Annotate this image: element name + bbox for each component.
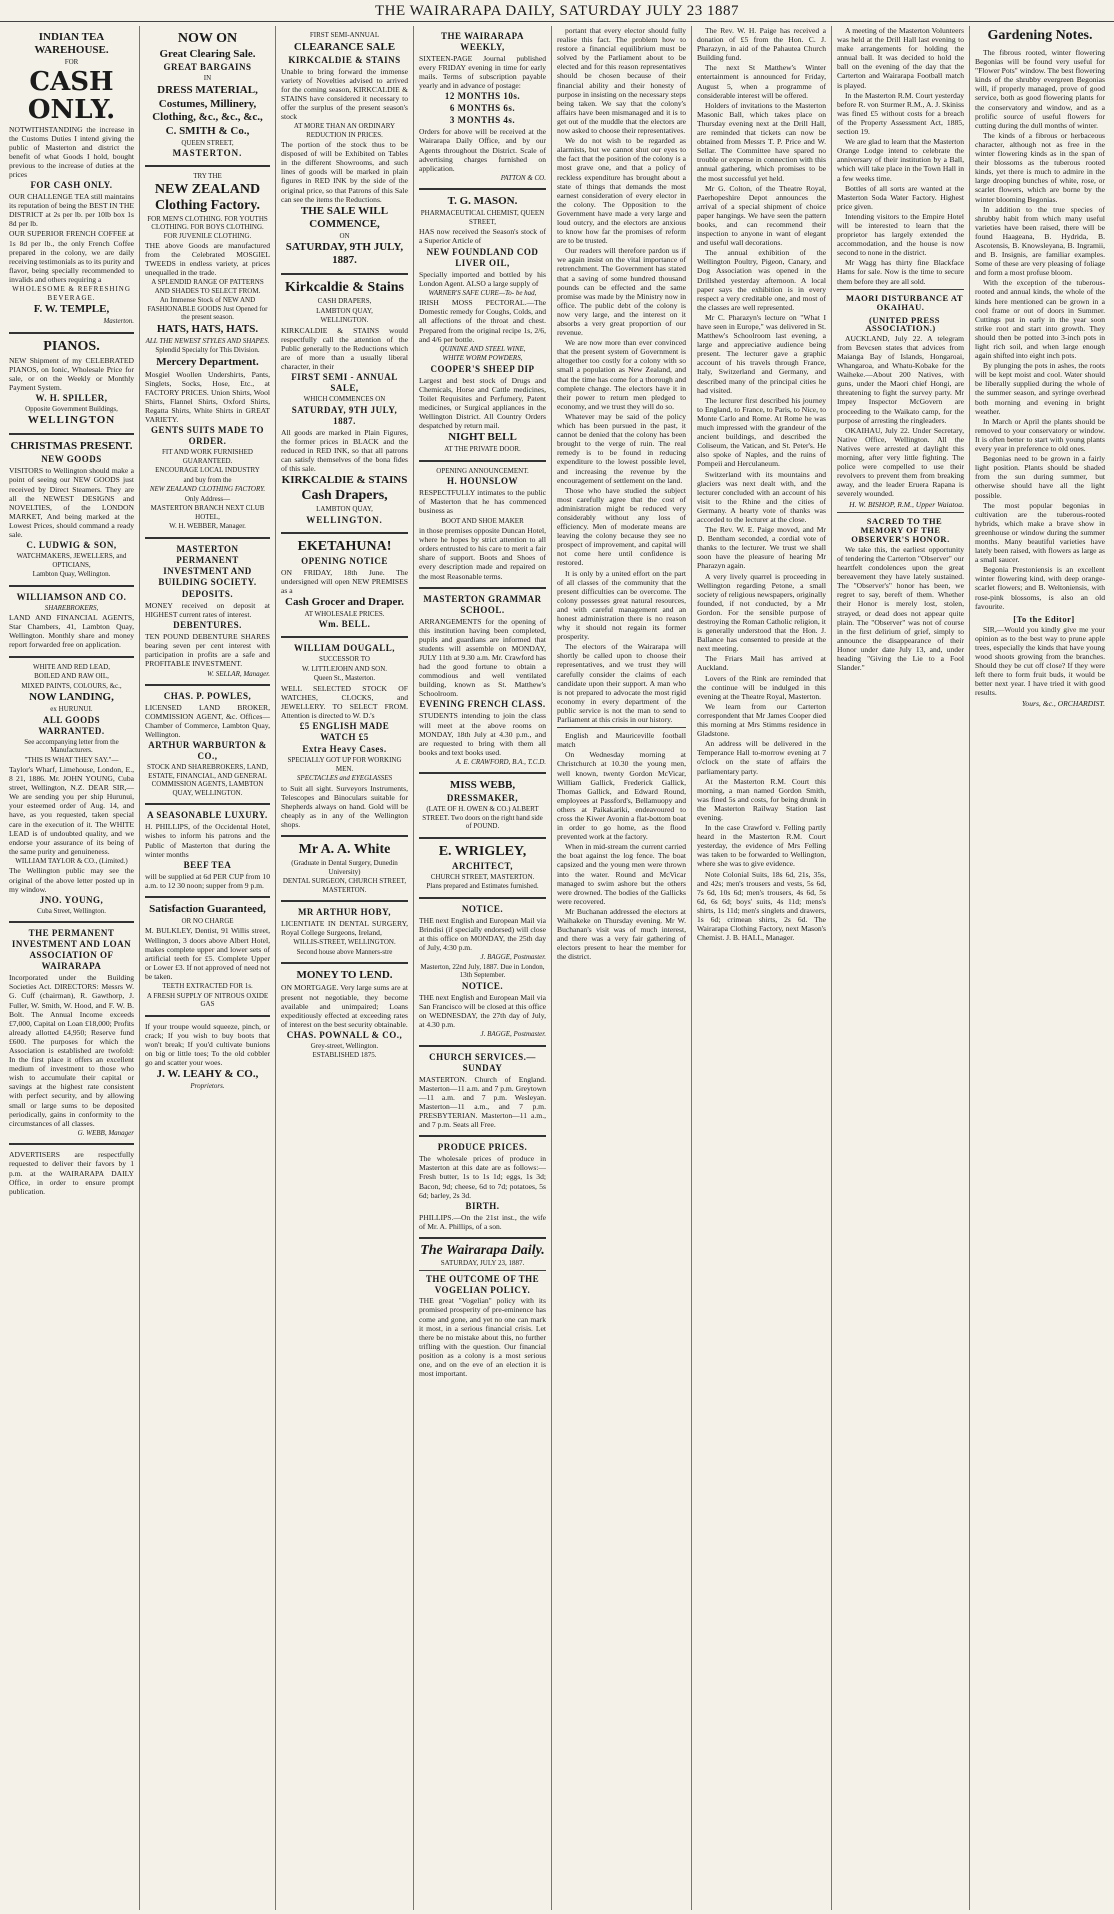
article-paragraph: When in mid-stream the current carried the boat against the log fence. The boat capsized and the young men were thrown into the water. Round and McVicar managed to swim ashore but the others were drowned. The bodies of the Gallicks were recovered. bbox=[557, 842, 686, 906]
young-signer: JNO. YOUNG, bbox=[39, 894, 104, 905]
mason-oil: NEW FOUNDLAND COD LIVER OIL, bbox=[426, 246, 539, 268]
dentist-ad bbox=[145, 898, 270, 1017]
powles-title: CHAS. P. POWLES, bbox=[163, 691, 252, 701]
clearance-text-2: The portion of the stock thus to be disposed of will be Exhibited on Tables in the different Showrooms, and such lines of goods will be marked in plain figures in RED INK by the side of the original price, so that Patrons of this Sale can see the items the Reductions. bbox=[281, 140, 408, 204]
young-address: Cuba Street, Wellington. bbox=[37, 906, 106, 915]
webb-ad bbox=[419, 774, 546, 839]
nz-stock: An Immense Stock of NEW AND FASHIONABLE GOODS Just Opened for the present season. bbox=[147, 296, 268, 322]
mason-ad bbox=[419, 190, 546, 461]
paper-title: The Wairarapa Daily. bbox=[420, 1242, 545, 1258]
weekly-sign: PATTON & CO. bbox=[500, 173, 546, 182]
firm-sub: CASH DRAPERS, bbox=[317, 297, 372, 306]
gents-buy: and buy from the bbox=[183, 475, 232, 484]
firm-title: Kirkcaldie & Stains bbox=[284, 280, 404, 296]
article-paragraph: On Wednesday morning at Christchurch at 10.30 the young men, well known, twenty Gordon McVicar, William Gallick, Frederick Gallick, Thomas Gallick, and Edward Round, employees at Passford's, Bellamuopy and others at Paikakariki, endeavoured to cross the Kiwer Avonin a flat-bottom boat in order to go home, as the flood prevented work at the factory. bbox=[557, 750, 686, 842]
pianos-place: WELLINGTON bbox=[27, 414, 116, 427]
gardening-paragraph: Begonia Prestoniensis is an excellent winter flowering kind, with deep orange-scarlet flowers; and B. Weltoniensis, with rose-pink blossoms, is also an old favourite. bbox=[975, 565, 1105, 611]
news-item: The lecturer first described his journey to England, to France, to Paris, to Nice, to Monte Carlo and Rome. At Rome he was much impressed with the grandeur of the ancient buildings, and described the Coliseum, the Vatican, and St. Peter's. He also spoke of Naples, and the ruins of Pompeii and Herculaneum. bbox=[697, 395, 826, 469]
night-sub: AT THE PRIVATE DOOR. bbox=[444, 445, 521, 454]
loan-sign: G. WEBB, Manager bbox=[77, 1128, 134, 1137]
sale-signer: C. SMITH & Co., bbox=[165, 124, 250, 137]
column-5 bbox=[552, 26, 692, 1910]
nz-text: THE above Goods are manufactured from the Celebrated MOSGIEL TWEEDS in endless variety, at prices unequalled in the trade. bbox=[145, 241, 270, 278]
dougall-english: £5 ENGLISH MADE WATCH £5 bbox=[299, 721, 390, 743]
loan-title: THE PERMANENT INVESTMENT AND LOAN ASSOCIATION OF WAIRARAPA bbox=[11, 928, 132, 972]
leahy-title: J. W. LEAHY & CO., bbox=[156, 1067, 259, 1080]
open-text: RESPECTFULLY intimates to the public of Masterton that he has commenced business as bbox=[419, 488, 546, 516]
sale-now-on: NOW ON bbox=[177, 31, 238, 46]
weekly-12: 12 MONTHS 10s. bbox=[444, 91, 521, 102]
dougall-ad bbox=[281, 638, 408, 837]
weekly-note: Orders for above will be received at the Wairarapa Daily Office, and by our Agents throughout the District. Scale of advertising charges furnished on application. bbox=[419, 127, 546, 173]
notice-date: Masterton, 22nd July, 1887. Due in London, 13th September. bbox=[420, 962, 545, 980]
satis-sub: OR NO CHARGE bbox=[181, 916, 234, 925]
sacred-text: We take this, the earliest opportunity of tendering the Carterton "Observer" our heartfelt condolences upon the great bereavement they have lately sustained. The "Observer's" honor has been, we regret to say, bereft of them. Whether their Honor is merely lost, stolen, strayed, or dead does not appear quite plain. The "Observer" was not of course in the first delirium of grief, simply to announce the disappearance of their Honor under date July 13, and, under heading "Giving the Lie to a Fool Slander." bbox=[837, 544, 964, 673]
clearance-firm: KIRKCALDIE & STAINS bbox=[288, 54, 401, 65]
news-item: Note Colonial Suits, 18s 6d, 21s, 35s, and 42s; men's trousers and vests, 5s 6d, 7s 6d, 10s 6d; men's trousers, 4s 6d, 5s 6d, 6s 6d; boys' suits, 4s 11d; mens's shirts, 1s 11d; men's singlets and drawers, 1s 6d; crimean shirts, 2s 6d. The Wairarapa Clothing Factory, next Mason's Chemist. J. B. HALL, Manager. bbox=[697, 869, 826, 943]
gardening-paragraph: With the exception of the tuberous-rooted and annual kinds, the whole of the kinds here mentioned can be grown in a cool frame or out of doors in Summer. Cuttings put in early in the year soon strike root and start into growth. They should then be potted into 3-inch pots in light rich soil, and when large enough again shifted into eight inch pots. bbox=[975, 278, 1105, 361]
dougall-successor: SUCCESSOR TO bbox=[319, 655, 370, 664]
mason-text: HAS now received the Season's stock of a Superior Article of bbox=[419, 227, 546, 246]
letter-sign: Yours, &c., ORCHARDIST. bbox=[1021, 698, 1105, 708]
paint-line-3: MIXED PAINTS, COLOURS, &c., bbox=[21, 681, 122, 690]
produce-title: PRODUCE PRICES. bbox=[437, 1142, 528, 1153]
news-item: Bottles of all sorts are wanted at the Masterton Soda Water Factory. Highest price given. bbox=[837, 183, 964, 211]
miss-trade: DRESSMAKER, bbox=[446, 793, 519, 804]
school-title: MASTERTON GRAMMAR SCHOOL. bbox=[423, 593, 542, 615]
notice2-sign: J. BAGGE, Postmaster. bbox=[480, 1030, 546, 1039]
eketahuna-grocer: Cash Grocer and Draper. bbox=[285, 595, 404, 608]
tea-warehouse-ad bbox=[9, 26, 134, 334]
leahy-note: If your troupe would squeeze, pinch, or crack; If you wish to buy boots that won't break; If you'd cultivate bunions on big or little toes; To the old cobbler go and scatter your woes. bbox=[145, 1021, 270, 1067]
eketahuna-ad bbox=[281, 534, 408, 639]
first-commences: WHICH COMMENCES ON bbox=[303, 395, 386, 404]
firm-address: LAMBTON QUAY, bbox=[316, 306, 373, 315]
divider bbox=[557, 727, 686, 728]
firm2-sub: Cash Drapers, bbox=[301, 488, 388, 504]
news-item: An address will be delivered in the Temperance Hall to-morrow evening at 7 o'clock on the state of affairs the parliamentary party. bbox=[697, 739, 826, 776]
williamson-text: LAND AND FINANCIAL AGENTS, Star Chambers, 41, Lambton Quay, Wellington. Monthly share and money report forwarded free on application. bbox=[9, 613, 134, 650]
money-address: Grey-street, Wellington. bbox=[310, 1041, 379, 1050]
gents-branch: MASTERTON BRANCH NEXT CLUB HOTEL, bbox=[150, 504, 265, 521]
sale-address: QUEEN STREET, bbox=[181, 138, 234, 147]
tea-coffee: OUR SUPERIOR FRENCH COFFEE at 1s 8d per lb., the only French Coffee prepared in the colony, we are daily receiving testimonials as to its purity and flavor, being specially recommended to invalids and others requiring a bbox=[9, 229, 134, 284]
letter-sign: WILLIAM TAYLOR & CO., (Limited.) bbox=[15, 856, 128, 865]
first-sale: FIRST SEMI - ANNUAL SALE, bbox=[291, 372, 398, 394]
money-title: MONEY TO LEND. bbox=[296, 969, 393, 982]
article-paragraph: We do not wish to be regarded as alarmists, but we cannot shut our eyes to the fact that the position of the colony is a most grave one, and that a policy of reckless expenditure has brought about a state of things that demands the most earnest consideration of every elector in the colony. The Opposition to the Government have made a very large and loud outcry, and the electors are anxious to know how far the promises of reform are to be trusted. bbox=[557, 136, 686, 246]
sale-in: IN bbox=[203, 74, 212, 82]
advertisers-note-text: ADVERTISERS are respectfully requested to deliver their favors by 1 p.m. at the WAIRARAPA DAILY Office, in order to ensure prompt publication. bbox=[9, 1150, 134, 1196]
hoby-ad bbox=[281, 902, 408, 964]
news-item: The annual exhibition of the Wellington Poultry, Pigeon, Canary, and Dog Association was opened in the Drillshed yesterday afternoon. A local paper says the exhibition is in every respect a very creditable one, and most of the classes are well represented. bbox=[697, 248, 826, 312]
news-item: In the case Crawford v. Felling partly heard in the Masterton R.M. Court yesterday, the evidence of Mrs Felling was taken to be forwarded to Wellington, where she was to give evidence. bbox=[697, 823, 826, 869]
letter-quote: "THIS IS WHAT THEY SAY."— bbox=[24, 755, 119, 764]
column-3 bbox=[276, 26, 414, 1910]
white-dentist-ad bbox=[281, 837, 408, 902]
luxury-title: A SEASONABLE LUXURY. bbox=[147, 810, 268, 821]
mason-irish: IRISH MOSS PECTORAL.—The Domestic remedy for Coughs, Colds, and all affections of the throat and chest. Prepared from the original recipe 1s, 2/6, and 4/6 per bottle. bbox=[419, 298, 546, 344]
dougall-text: WELL SELECTED STOCK OF WATCHES, CLOCKS, and JEWELLERY. TO SELECT FROM. Attention is directed to W. D.'s bbox=[281, 683, 408, 721]
clearance-will: THE SALE WILL COMMENCE, bbox=[300, 204, 389, 230]
money-sign: CHAS. POWNALL & CO., bbox=[286, 1029, 403, 1040]
clearance-head: FIRST SEMI-ANNUAL bbox=[309, 31, 380, 39]
notice-sign: J. BAGGE, Postmaster. bbox=[480, 953, 546, 962]
mason-text-2: Specially imported and bottled by his London Agent. ALSO a large supply of bbox=[419, 269, 546, 288]
gardening-paragraph: The fibrous rooted, winter flowering Begonias will be found very useful for "Flower Pots" window. The best flowering kinds of the shrubby evergreen Begonias will, if properly managed, prove of good service, both as good flowering plants for the conservatory and window, and as a prolific source of useful flowers for cutting during the dull months of winter. bbox=[975, 48, 1105, 130]
perm-title: MASTERTON PERMANENT INVESTMENT AND BUILDING SOCIETY. bbox=[158, 543, 257, 587]
mason-dip: COOPER'S SHEEP DIP bbox=[430, 363, 535, 374]
williamson-ad bbox=[9, 587, 134, 658]
maori-sign: H. W. BISHOP, R.M., Upper Waiatoa. bbox=[849, 499, 964, 509]
eketahuna-sub: OPENING NOTICE bbox=[301, 555, 388, 566]
luxury-beef-tea: BEEF TEA bbox=[183, 859, 232, 870]
clearance-date: SATURDAY, 9TH JULY, 1887. bbox=[285, 241, 404, 267]
tea-cash-only: CASH ONLY. bbox=[27, 66, 116, 125]
notice2-text: THE next English and European Mail via San Francisco will be closed at this office on WEDNESDAY, the 27th day of July, at 4.30 p.m. bbox=[419, 992, 546, 1030]
eketahuna-text: ON FRIDAY, 18th June. The undersigned will open NEW PREMISES as a bbox=[281, 567, 408, 595]
divider bbox=[837, 512, 964, 513]
pianos-ad bbox=[9, 334, 134, 436]
mason-trade: PHARMACEUTICAL CHEMIST, QUEEN STREET, bbox=[420, 209, 545, 226]
maori-title: MAORI DISTURBANCE AT OKAIHAU. bbox=[845, 292, 964, 312]
news-item: A very lively quarrel is proceeding in Wellington regarding Petone, a small society of religious newspapers, originally founded, if not conducted, by a Mr Gordon. For the sensible purpose of destroying the Roman Catholic religion, it is generally understood that the Hon. J. Ballance has consented to preside at the next meeting. bbox=[697, 571, 826, 654]
powles-ad bbox=[145, 686, 270, 805]
news-item: Mr C. Pharazyn's lecture on "What I have seen in Europe," was delivered in St. Matthew's Schoolroom last evening, a large and appreciative audience being present. The lecturer gave a graphic account of his travels through France, Italy, Switzerland and Germany, and described many of the principal cities he had visited. bbox=[697, 312, 826, 395]
column-1 bbox=[4, 26, 140, 1910]
christmas-ad bbox=[9, 435, 134, 586]
mason-warner: WARNER'S SAFE CURE—To- be had, bbox=[428, 288, 537, 297]
gardening-paragraph: By plunging the pots in ashes, the roots will be kept moist and cool. Water should be liberally supplied during the whole of the summer season, and syringe overhead both morning and evening in bright weather. bbox=[975, 361, 1105, 416]
pianos-title: PIANOS. bbox=[43, 338, 100, 354]
french-sign: A. E. CRAWFORD, B.A., T.C.D. bbox=[455, 757, 546, 766]
nz-try: TRY THE bbox=[193, 172, 222, 180]
firm-text: KIRKCALDIE & STAINS would respectfully call the attention of the Public generally to the Reductions which are of more than a usually liberal character, in their bbox=[281, 325, 408, 372]
article-paragraph: It is only by a united effort on the part of all classes of the community that the present difficulties can be overcome. The colony possesses great natural resources, and with careful management and an honest administration there is no reason why it should not regain its former prosperity. bbox=[557, 568, 686, 642]
dougall-special: SPECIALLY GOT UP FOR WORKING MEN. bbox=[287, 756, 402, 773]
maori-text-2: OKAIHAU, July 22. Under Secretary, Native Office, Wellington. All the Natives were arrested at daylight this morning, after very little fighting. The police were compelled to use their revolvers to prevent them from breaking away, and the leader Eruera Rapana is severely wounded. bbox=[837, 425, 964, 499]
mercery-title: Mercery Department. bbox=[156, 355, 259, 368]
french-title: EVENING FRENCH CLASS. bbox=[419, 699, 546, 710]
kirkcaldie-ad bbox=[281, 275, 408, 533]
news-item: The Friars Mail has arrived at Auckland. bbox=[697, 654, 826, 673]
dougall-spectacles: SPECTACLES and EYEGLASSES bbox=[296, 774, 393, 783]
letter-head: [To the Editor] bbox=[1013, 613, 1075, 624]
landing-sub: ex HURUNUI. bbox=[50, 705, 93, 713]
column-4 bbox=[414, 26, 552, 1910]
wrigley-trade: ARCHITECT, bbox=[451, 860, 514, 871]
christmas-text: VISITORS to Wellington should make a point of seeing our NEW GOODS just received by Direct Steamers. They are all the NEWEST DESIGNS and NOVELTIES, of the LONDON MARKET, And being marked at the Lowest Prices, should command a ready sale. bbox=[9, 466, 134, 540]
paper-date: SATURDAY, JULY 23, 1887. bbox=[440, 1258, 525, 1267]
gents-manager: W. H. WEBBER, Manager. bbox=[169, 522, 246, 531]
firm-city: WELLINGTON. bbox=[320, 316, 369, 325]
dougall-previous: W. LITTLEJOHN AND SON. bbox=[301, 664, 388, 673]
column-8 bbox=[970, 26, 1110, 1910]
clearance-title: CLEARANCE SALE bbox=[293, 40, 396, 53]
newspaper-columns bbox=[4, 26, 1110, 1910]
leahy-sub: Proprietors. bbox=[190, 1081, 225, 1090]
gardening-title: Gardening Notes. bbox=[987, 28, 1093, 43]
firm2-address: LAMBTON QUAY, bbox=[316, 505, 373, 514]
birth-title: BIRTH. bbox=[465, 1200, 500, 1211]
column-6 bbox=[692, 26, 832, 1910]
column-7 bbox=[832, 26, 970, 1910]
advertisers-note bbox=[9, 1145, 134, 1201]
news-item: The Rev. W. E. Paige moved, and Mr D. Bentham seconded, a cordial vote of thanks to the lecturer. We trust we shall soon have the pleasure of hearing Mr Pharazyn again. bbox=[697, 525, 826, 571]
grammar-school-ad bbox=[419, 589, 546, 775]
open-text-2: in those premises opposite Duncan Hotel, where he hopes by strict attention to all orders entrusted to his care to merit a fair share of support. Boots and Shoes of every description made and repaired on the most Reasonable terms. bbox=[419, 526, 546, 581]
wrigley-address: CHURCH STREET, MASTERTON. bbox=[430, 872, 535, 881]
firm2-title: KIRKCALDIE & STAINS bbox=[281, 474, 408, 487]
gardening-paragraph: Begonias need to be grown in a fairly light position. Plants should be shaded from the sun during summer, but otherwise should have all the light possible. bbox=[975, 454, 1105, 500]
perm-deposits: DEPOSITS. bbox=[181, 588, 234, 599]
notice2-title: NOTICE. bbox=[461, 980, 504, 991]
tea-title: INDIAN TEA WAREHOUSE. bbox=[34, 31, 109, 56]
landing-goods: ALL GOODS WARRANTED. bbox=[38, 714, 105, 736]
news-item: The Rev. W. H. Paige has received a donation of £5 from the Hon. C. J. Pharazyn, in aid of the Pahautea Church Building fund. bbox=[697, 26, 826, 63]
article-paragraph: The electors of the Wairarapa will shortly be called upon to choose their representatives, and we trust they will carefully consider the claims of each candidate upon their support. A man who is not prepared to advocate the most rigid economy in every department of the public service is not the man to send to Parliament at this crisis in our history. bbox=[557, 642, 686, 725]
column-2 bbox=[140, 26, 276, 1910]
satis-gas: A FRESH SUPPLY OF NITROUS OXIDE GAS bbox=[146, 991, 269, 1008]
tea-place: Masterton. bbox=[103, 317, 134, 325]
article-paragraph: Those who have studied the subject most carefully agree that the cost of administration might be reduced very considerably without any loss of efficiency. Men of moderate means are leaving the colony because they see no prospect of improvement, and capital will not come here until confidence is restored. bbox=[557, 485, 686, 568]
miss-text: (LATE OF H. OWEN & CO.) ALBERT STREET. Two doors on the right hand side of POUND. bbox=[422, 805, 543, 831]
first-text: All goods are marked in Plain Figures, the former prices in BLACK and the reduced in RED INK, so that all patrons can satisfy themselves of the bona fides of this sale. bbox=[281, 427, 408, 474]
sacred-title: SACRED TO THE MEMORY OF THE OBSERVER'S HONOR. bbox=[851, 515, 950, 544]
sale-place: MASTERTON. bbox=[172, 148, 243, 158]
christmas-trade: WATCHMAKERS, JEWELLERS, and OPTICIANS, bbox=[16, 552, 127, 569]
gents-factory: NEW ZEALAND CLOTHING FACTORY. bbox=[149, 485, 266, 494]
powles-text: LICENSED LAND BROKER, COMMISSION AGENT, &c. Offices—Chamber of Commerce, Lambton Quay, Wellington. bbox=[145, 703, 270, 740]
notice-title: NOTICE. bbox=[461, 903, 504, 914]
paint-line-2: BOILED AND RAW OIL, bbox=[34, 672, 109, 680]
christmas-sub: NEW GOODS bbox=[41, 454, 102, 465]
loan-association-ad bbox=[9, 923, 134, 1145]
money-text: ON MORTGAGE. Very large sums are at present not negotiable, they become available and unimpaired; Loans expeditiously effected at exceeding rates of interest on the best security obtainable. bbox=[281, 983, 408, 1029]
birth-text: PHILLIPS.—On the 21st inst., the wife of Mr. A. Phillips, of a son. bbox=[419, 1212, 546, 1231]
letter-text: SIR,—Would you kindly give me your opinion as to the best way to prune apple trees, especially the kinds that have young wood shoots growing from the branches. Should they be cut off close? If they were left there to form fruit buds, it would be better next year. I have tried it with good results. bbox=[975, 624, 1105, 698]
news-item: We learn from our Carterton correspondent that Mr James Cooper died this morning at Mrs Stimms residence in Gladstone. bbox=[697, 701, 826, 739]
money-established: ESTABLISHED 1875. bbox=[312, 1051, 377, 1060]
article-paragraph: We are now more than ever convinced that the present system of Government is altogether too costly for a colony with so small a population as New Zealand, and that the time has come for a thorough and complete change. The electors have it in their power to return men pledged to economy, and we trust they will do so. bbox=[557, 338, 686, 411]
gents-title: GENTS SUITS MADE TO ORDER. bbox=[151, 425, 264, 447]
dougall-address: Queen St., Masterton. bbox=[313, 674, 376, 683]
letter-body: Taylor's Wharf, Limehouse, London, E., 8 21, 1886. Mr. JOHN YOUNG, Cuba street, Wellington, N.Z. DEAR SIR,—We are sending you per ship Hurunui, your esteemed order of Aug. 14, and have, as you requested, taken special care in the execution of it. The WHITE LEAD is of undoubted quality, and we endorse your assurance of its being of the same purity and genuineness. bbox=[9, 765, 134, 856]
news-item: At the Masterton R.M. Court this morning, a man named Gordon Smith, was fined 5s and costs, for being drunk in the Masterton Railway Station last evening. bbox=[697, 776, 826, 822]
christmas-address: Lambton Quay, Wellington. bbox=[32, 570, 111, 579]
clothing-factory-ad bbox=[145, 167, 270, 539]
hats-title: HATS, HATS, HATS. bbox=[156, 322, 259, 335]
warburton-text: STOCK AND SHAREBROKERS, LAND, ESTATE, FINANCIAL, AND GENERAL COMMISSION AGENTS, LAMBTON QUAY, WELLINGTON. bbox=[146, 763, 269, 797]
tea-signer: F. W. TEMPLE, bbox=[33, 303, 110, 315]
nz-subs: FOR MEN'S CLOTHING. FOR YOUTHS CLOTHING. FOR BOYS CLOTHING. FOR JUVENILE CLOTHING. bbox=[147, 214, 268, 240]
church-services bbox=[419, 1047, 546, 1138]
hoby-address: WILLIS-STREET, WELLINGTON. bbox=[293, 938, 396, 947]
gents-only: Only Address— bbox=[184, 494, 231, 503]
tea-beverage: WHOLESOME & REFRESHING BEVERAGE. bbox=[12, 285, 131, 302]
luxury-text: H. PHILLIPS, of the Occidental Hotel, wishes to inform his patrons and the Public of Masterton that during the winter months bbox=[145, 822, 270, 859]
services-text: MASTERTON. Church of England. Masterton—11 a.m. and 7 p.m. Greytown—11 a.m. and 7 p.m. Wesleyan. Masterton—11 a.m., and 7 p.m. PRESBYTERIAN. Masterton—11 a.m., and 7 p.m. Seats all Free. bbox=[419, 1074, 546, 1130]
divider bbox=[419, 1270, 546, 1271]
hoby-rooms: Second house above Manners-stre bbox=[296, 947, 393, 956]
building-society-ad bbox=[145, 539, 270, 686]
weekly-3: 3 MONTHS 4s. bbox=[449, 115, 516, 126]
gardening-paragraph: The kinds of a fibrous or herbaceous character, although not as free in the winter flowering kinds as in the span of their blossoms as the tuberous rooted kinds, yet there is much to admire in the large drooping bunches of white, rose, or scarlet flowers, which are borne by the winter blooming Begonias. bbox=[975, 130, 1105, 204]
eketahuna-sign: Wm. BELL. bbox=[318, 619, 371, 630]
news-item: We are glad to learn that the Masterton Orange Lodge intend to celebrate the anniversary of their institution by a Ball, which will take place in the Town Hall in a few weeks time. bbox=[837, 137, 964, 183]
gents-fit: FIT AND WORK FURNISHED GUARANTEED. bbox=[162, 448, 253, 465]
hats-note: Splendid Specialty for This Division. bbox=[155, 346, 260, 355]
leader-title: THE OUTCOME OF THE VOGELIAN POLICY. bbox=[425, 1274, 540, 1296]
news-item: In the Masterton R.M. Court yesterday before R. von Sturmer R.M., A. J. Skiniss was fined £5 without costs for a breach of the Property Assessment Act, 1885, section 19. bbox=[837, 90, 964, 137]
perm-sign: W. SELLAR, Manager. bbox=[207, 669, 270, 678]
clearance-ordinary: AT MORE THAN AN ORDINARY REDUCTION IN PRICES. bbox=[293, 122, 396, 139]
article-paragraph: Whatever may be said of the policy which has been pursued in the past, it cannot be denied that the colony has been brought to the verge of ruin. The real remedy is to be found in reducing expenditure to the lowest possible level, and increasing the revenue by the encouragement of settlement on the land. bbox=[557, 411, 686, 485]
luxury-ad bbox=[145, 805, 270, 898]
clearing-sale-ad bbox=[145, 26, 270, 167]
landing-title: NOW LANDING, bbox=[29, 691, 114, 703]
paint-line-1: WHITE AND RED LEAD, bbox=[33, 662, 110, 671]
mason-worm: WHITE WORM POWDERS, bbox=[442, 354, 523, 363]
satis-text: M. BULKLEY, Dentist, 91 Willis street, Wellington, 3 doors above Albert Hotel, makes complete upper and lower sets of artificial teeth for £5. Complete Upper or Lower £3. If not approved of need not be taken. bbox=[145, 926, 270, 981]
sale-bargains: GREAT BARGAINS bbox=[163, 62, 252, 72]
produce-prices bbox=[419, 1137, 546, 1239]
mason-text-3: Largest and best stock of Drugs and Chemicals, Horse and Cattle medicines, Toilet Requisites and Perfumery, Patent medicines, or Surgical appliances in the Wellington District. All Country Orders despatched by return mail. bbox=[419, 375, 546, 431]
news-item: Lovers of the Rink are reminded that the continue will be indulged in this evening at the Theatre Royal, Masterton. bbox=[697, 673, 826, 701]
weekly-6: 6 MONTHS 6s. bbox=[449, 103, 516, 114]
luxury-text-2: will be supplied at 6d PER CUP from 10 a.m. to 12 30 noon; supper from 9 p.m. bbox=[145, 871, 270, 890]
leahy-ad bbox=[145, 1017, 270, 1097]
school-text: ARRANGEMENTS for the opening of this institution having been completed, pupils and guardians are informed that students will assemble on MONDAY, JULY 11th at 9.30 a.m. Mr. Crawford has had the good fortune to obtain a commodious and well ventilated building, known as St. Matthew's Schoolroom. bbox=[419, 616, 546, 699]
clearance-text: Unable to bring forward the immense variety of Novelties advised to arrived for the coming season, KIRKCALDIE & STAINS have considered it necessary to offer the surplus of the present season's stock bbox=[281, 66, 408, 121]
news-item: Holders of invitations to the Masterton Masonic Ball, which takes place on Thursday evening next at the Drill Hall, are reminded that tickets can now be obtained from Messrs T. P. Price and W. Sellar. The Committee have spared no trouble or expense in connection with this annual gathering, which promises to be the most successful yet held. bbox=[697, 100, 826, 183]
tea-intro: NOTWITHSTANDING the increase in the Customs Duties I intend giving the public of Masterton and district the benefit of what Goods I hold, bought previous to the increase of duties at the prices bbox=[9, 124, 134, 179]
editorial-header bbox=[419, 1239, 546, 1378]
maori-sub: (UNITED PRESS ASSOCIATION.) bbox=[865, 314, 940, 334]
dougall-title: WILLIAM DOUGALL, bbox=[293, 643, 395, 654]
notice-text: THE next English and European Mail via Brindisi (if specially endorsed) will close at this office on MONDAY, the 25th day of July, 4:30 p.m. bbox=[419, 915, 546, 953]
eketahuna-prices: AT WHOLESALE PRICES. bbox=[304, 609, 385, 618]
weekly-ad bbox=[419, 26, 546, 190]
leader-text: THE great "Vogelian" policy with its promised prosperity of pre-eminence has come and gone, and yet no one can mark it most, in a serious financial crisis. Let there be no mistake about this, no further trifling with the question. Our financial position as a colony is a most serious one, and on the eve of an election it is most important. bbox=[419, 1296, 546, 1379]
gents-encourage: ENCOURAGE LOCAL INDUSTRY bbox=[155, 466, 260, 475]
letter-close: The Wellington public may see the original of the above letter posted up in my window. bbox=[9, 866, 134, 894]
pianos-signer: W. H. SPILLER, bbox=[35, 392, 108, 403]
pianos-text: NEW Shipment of my CELEBRATED PIANOS, on Ionic, Wholesale Price for sale, or on the Weekly or Monthly Payment System. bbox=[9, 355, 134, 392]
open-name: H. HOUNSLOW bbox=[446, 476, 518, 487]
article-paragraph: Mr Buchanan addressed the electors at Waihakeke on Thursday evening. Mr W. Buchanan's visit was of much interest, and there was a very fair gathering of electors present to hear the member for the district. bbox=[557, 906, 686, 962]
sale-title: Great Clearing Sale. bbox=[159, 48, 256, 60]
mail-notices bbox=[419, 899, 546, 1047]
hats-sub: ALL THE NEWEST STYLES AND SHAPES. bbox=[145, 336, 270, 345]
news-item: Intending visitors to the Empire Hotel will be interested to learn that the proprietor has largely extended the accommodation, and the house is now second to none in the district. bbox=[837, 211, 964, 258]
french-text: STUDENTS intending to join the class will meet at the above rooms on MONDAY, 18th July at 4.30 p.m., and are requested to bring with them all books and text books used. bbox=[419, 711, 546, 757]
weekly-title: THE WAIRARAPA WEEKLY, bbox=[441, 31, 524, 52]
eketahuna-title: EKETAHUNA! bbox=[297, 538, 392, 554]
wrigley-ad bbox=[419, 839, 546, 899]
miss-title: MISS WEBB, bbox=[449, 779, 516, 792]
produce-text: The wholesale prices of produce in Masterton at this date are as follows:—Fresh butter, 1s to 1s 1d; eggs, 1s 3d; Bacon, 9d; cheese, 6d to 7d; potatoes, 5s 6d; barley, 2s 3d. bbox=[419, 1154, 546, 1200]
warburton-title: ARTHUR WARBURTON & CO., bbox=[148, 740, 267, 762]
wrigley-title: E. WRIGLEY, bbox=[438, 843, 527, 859]
paints-ad bbox=[9, 658, 134, 924]
tea-cash-only-2: FOR CASH ONLY. bbox=[30, 180, 113, 191]
services-title: CHURCH SERVICES.—SUNDAY bbox=[429, 1051, 536, 1073]
news-item: The next St Matthew's Winter entertainment is announced for Friday, August 5, when a programme of considerable interest will be offered. bbox=[697, 63, 826, 100]
landing-note: See accompanying letter from the Manufacturers. bbox=[24, 737, 119, 754]
maori-text: AUCKLAND, July 22. A telegram from Bevcsen states that advices from Maianga Bay of Islands, Hongaroai, Whangaroa, and Whatu-Kobake for the Waiheke.—About 200 Natives, with guns, under the Maori chief Hongi, are threatening to fight the survey party. Mr Impey Inspector McGovern are proceeding to the Waikato camp, for the purpose of arresting the ringleaders. bbox=[837, 333, 964, 425]
christmas-title: CHRISTMAS PRESENT. bbox=[10, 440, 133, 453]
article-paragraph: Our readers will therefore pardon us if we again insist on the vital importance of retrenchment. The Government has stated that a saving of some hundred thousand pounds can be effected and the same promise was made by the Ministry now in office. The public debt of the colony is now very large, and the interest on it absorbs a very great proportion of our revenue. bbox=[557, 246, 686, 338]
williamson-trade: SHAREBROKERS, bbox=[44, 603, 99, 612]
wrigley-text: Plans prepared and Estimates furnished. bbox=[426, 882, 539, 891]
nz-title: NEW ZEALAND Clothing Factory. bbox=[154, 181, 261, 213]
perm-text: MONEY received on deposit at HIGHEST current rates of interest. bbox=[145, 600, 270, 620]
mercery-text: Mosgiel Woollen Undershirts, Pants, Singlets, Socks, Hose, Etc., at FACTORY PRICES. Union Shirts, Wool Shirts, Flannel Shirts, Oxford Shirts, Regatta Shirts, White Shirts in GREAT VARIETY. bbox=[145, 369, 270, 425]
tea-for: FOR bbox=[64, 58, 79, 66]
clearance-sale-ad bbox=[281, 26, 408, 275]
nz-range: A SPLENDID RANGE OF PATTERNS AND SHADES TO SELECT FROM. bbox=[151, 278, 264, 295]
gardening-paragraph: In March or April the plants should be removed to your conservatory or window. It is often better to start with young plants every year in preference to old ones. bbox=[975, 416, 1105, 454]
gardening-paragraph: The most popular begonias in cultivation are the tuberous-rooted hybrids, which make a brave show in greenhouse or window during the summer months. Many beautiful varieties have lately been raised, with flowers as large as a small saucer. bbox=[975, 500, 1105, 565]
masthead-title: THE WAIRARAPA DAILY, SATURDAY JULY 23 1887 bbox=[374, 3, 739, 19]
night-title: NIGHT BELL bbox=[448, 431, 517, 444]
christmas-signer: C. LUDWIG & SON, bbox=[26, 540, 117, 551]
mason-title: T. G. MASON. bbox=[447, 195, 518, 208]
first-date: SATURDAY, 9TH JULY, 1887. bbox=[291, 404, 398, 426]
article-paragraph: portant that every elector should fully realise this fact. The problem how to restore a financial equilibrium must be solved by the Parliament about to be elected and for this reason representatives should be chosen because of their financial ability and their honesty of purpose in insisting on the necessary steps being taken. We say that the colony's affairs have been mismanaged and it is to get out of the muddle that the electors are now asked to choose their representatives. bbox=[557, 26, 686, 136]
hoby-title: MR ARTHUR HOBY, bbox=[297, 907, 392, 918]
pianos-address: Opposite Government Buildings, bbox=[25, 404, 118, 413]
dougall-extra: Extra Heavy Cases. bbox=[302, 744, 387, 755]
white-sub: (Graduate in Dental Surgery, Dunedin University) bbox=[291, 859, 398, 876]
news-item: Mr Wagg has thirty fine Blackface Hams for sale. Now is the time to secure them before they are all sold. bbox=[837, 258, 964, 286]
open-title: OPENING ANNOUNCEMENT. bbox=[436, 466, 529, 475]
money-ad bbox=[281, 964, 408, 1065]
hounslow-ad bbox=[419, 462, 546, 589]
football-head: English and Mauriceville football match bbox=[557, 731, 686, 750]
masthead bbox=[0, 0, 1114, 22]
loan-body: Incorporated under the Building Societies Act. DIRECTORS: Messrs W. G. Cuff (chairman), R. Gawthorp, J. Fuller, W. Smith, W. Hood, and F. W. B. Bolt. The Annual Income exceeds £7,000, Capital on Loan £18,000; Profits already allotted £4,950; Reserve fund £600. The purposes for which the Association is established are twofold: In the first place it offers an excellent medium of investment to those who wish to accumulate their capital or savings at the highest rate consistent with perfect security, and by allowing small or large sums to be deposited periodically, gains in conformity to the circumstances of all classes. bbox=[9, 973, 134, 1128]
news-item: Mr G. Colton, of the Theatre Royal, Paerhopeshire Depot announces the arrival of a special shipment of choice paper hangings. We have seen the pattern books, and can recommend their inspection to anyone in want of elegant and useful wall decorations. bbox=[697, 183, 826, 248]
satis-teeth: TEETH EXTRACTED FOR 1s. bbox=[162, 982, 253, 990]
tea-challenge: OUR CHALLENGE TEA still maintains its reputation of being the BEST IN THE DISTRICT at 2s per lb. per 10lb box 1s 8d per lb. bbox=[9, 192, 134, 229]
white-title: Mr A. A. White bbox=[298, 842, 391, 858]
news-item: A meeting of the Masterton Volunteers was held at the Drill Hall last evening to make arrangements for holding the annual ball. It was decided to hold the ball on the evening of the day that the Carterton and Wairarapa Football match is played. bbox=[837, 26, 964, 90]
weekly-text: SIXTEEN-PAGE Journal published every FRIDAY evening in time for early mails. Terms of subscription payable yearly and in advance of postage: bbox=[419, 54, 546, 91]
news-item: Switzerland with its mountains and glaciers was next dealt with, and the lecturer concluded with an account of his visit to the Rhine and the cities of Germany. A hearty vote of thanks was accorded to the lecturer at the close. bbox=[697, 469, 826, 524]
white-trade: DENTAL SURGEON, CHURCH STREET, MASTERTON. bbox=[282, 877, 407, 894]
satis-title: Satisfaction Guaranteed, bbox=[149, 902, 266, 915]
clearance-on: ON bbox=[339, 231, 350, 240]
hoby-text: LICENTIATE IN DENTAL SURGERY, Royal College Surgeons, Ireland, bbox=[281, 919, 408, 938]
perm-debentures: DEBENTURES. bbox=[173, 620, 242, 631]
dougall-text-2: to Suit all sight. Surveyors Instruments, Telescopes and Binoculars suitable for Shepherds always on hand. Gold will be cheaply as in any of the Wellington shops. bbox=[281, 783, 408, 830]
open-trade: BOOT AND SHOE MAKER bbox=[441, 516, 524, 525]
mason-quinine: QUININE AND STEEL WINE, bbox=[439, 344, 526, 353]
gardening-paragraph: In addition to the true species of shrubby habit from which many useful varieties have been raised, there will be found Haageana, B. Hydrida, B. Ascotensis, B. Knowsleyana, B. Ingramii, and B. Insignis, are familiar examples. Some of these are very pleasing of foliage and form a most profuse bloom. bbox=[975, 204, 1105, 278]
firm2-city: WELLINGTON. bbox=[306, 514, 383, 525]
divider bbox=[837, 289, 964, 290]
williamson-title: WILLIAMSON AND CO. bbox=[16, 591, 127, 602]
sale-items: Costumes, Millinery, Clothing, &c., &c., &c., bbox=[152, 97, 263, 123]
sale-dress: DRESS MATERIAL, bbox=[157, 83, 258, 96]
perm-deb-text: TEN POUND DEBENTURE SHARES bearing seven per cent interest with participation in profits are a safe and PROFITABLE INVESTMENT. bbox=[145, 632, 270, 669]
